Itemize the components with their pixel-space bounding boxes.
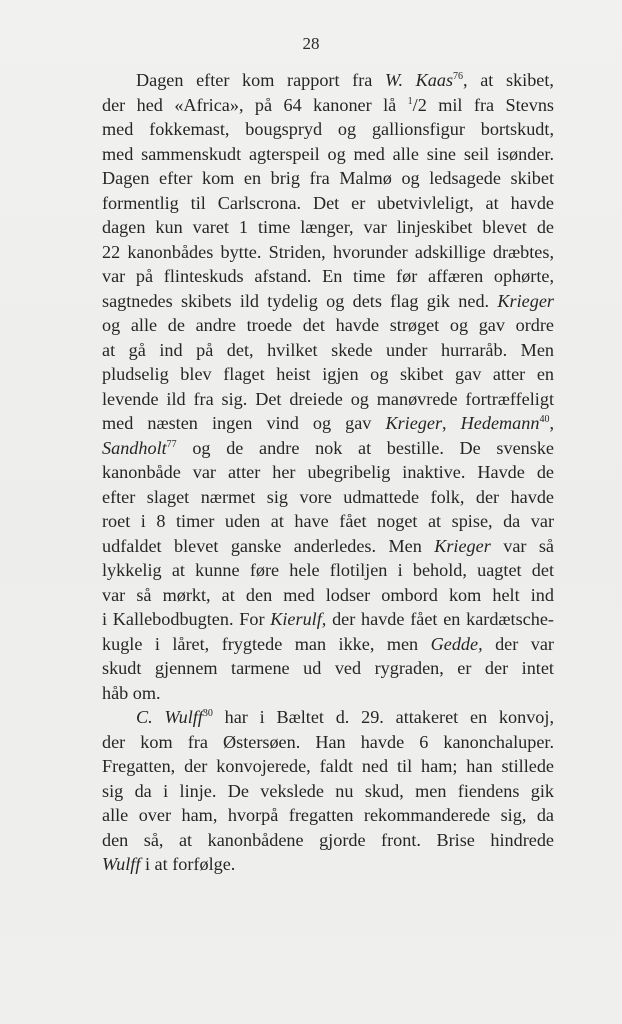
text-run: der havde fået en kardætsche- bbox=[326, 609, 554, 629]
text-line bbox=[102, 828, 554, 853]
text-line bbox=[102, 411, 554, 436]
text-run: Fregatten, der konvojerede, faldt ned til ham; han stillede bbox=[102, 756, 554, 776]
text-run: i Kallebodbugten. For bbox=[102, 609, 271, 629]
text-line bbox=[102, 583, 554, 608]
text-line bbox=[102, 803, 554, 828]
text-run: levende ild fra sig. Det dreiede og manøvrede fortræffeligt bbox=[102, 388, 554, 409]
italic-name: Hedemann bbox=[460, 413, 540, 433]
text-line bbox=[102, 852, 554, 877]
text-run: alle over ham, hvorpå fregatten rekommanderede sig, da bbox=[102, 805, 554, 825]
text-line bbox=[102, 607, 554, 632]
text-line bbox=[102, 754, 554, 779]
text-run: Dagen efter kom en brig fra Malmø og ledsagede skibet bbox=[102, 168, 554, 188]
text-run: kanonbåde var atter her ubegribelig inaktive. Havde de bbox=[102, 462, 554, 482]
superscript-note: 30 bbox=[202, 708, 213, 719]
text-line bbox=[102, 117, 554, 142]
italic-name: C. Wulff bbox=[136, 707, 203, 727]
italic-name: Krieger bbox=[385, 413, 443, 433]
paragraph bbox=[102, 705, 554, 877]
text-run: med næsten ingen vind og gav bbox=[102, 413, 386, 433]
text-line bbox=[102, 313, 554, 338]
text-line bbox=[102, 779, 554, 804]
text-run: / bbox=[412, 94, 418, 115]
text-line bbox=[102, 142, 554, 167]
text-line bbox=[102, 485, 554, 510]
text-line bbox=[102, 632, 554, 657]
text-line bbox=[102, 681, 554, 706]
text-run: udfaldet blevet ganske anderledes. Men bbox=[102, 535, 435, 556]
text-run: 2 bbox=[417, 94, 427, 115]
text-run: 22 kanonbådes bytte. Striden, hvorunder adskillige dræbtes, bbox=[102, 241, 554, 262]
text-run: håb om. bbox=[102, 682, 161, 703]
superscript-note: 77 bbox=[166, 438, 177, 450]
text-line bbox=[102, 240, 554, 265]
text-line bbox=[102, 656, 554, 681]
italic-name: Krieger bbox=[434, 535, 491, 556]
text-run: og alle de andre troede det havde strøget og gav ordre bbox=[102, 315, 554, 335]
superscript-note: 1 bbox=[407, 95, 413, 107]
text-run: med fokkemast, bougspryd og gallionsfigur bortskudt, bbox=[102, 119, 554, 139]
text-run: med sammenskudt agterspeil og med alle sine seil isønder. bbox=[102, 143, 554, 164]
text-run: lykkelig at kunne føre hele flotiljen i behold, uagtet det bbox=[102, 560, 554, 580]
body-text bbox=[102, 68, 554, 877]
text-run: har i Bæltet d. 29. attakeret en konvoj, bbox=[212, 707, 555, 727]
text-line bbox=[102, 436, 554, 461]
text-line bbox=[102, 215, 554, 240]
text-line bbox=[102, 264, 554, 289]
text-run: skudt gjennem tarmene ud ved rygraden, er der intet bbox=[102, 658, 554, 678]
text-run: roet i 8 timer uden at have fået noget at spise, da var bbox=[102, 511, 554, 531]
text-run: formentlig til Carlscrona. Det er ubetvivleligt, at havde bbox=[102, 192, 554, 213]
text-run: mil fra Stevns bbox=[426, 94, 554, 115]
text-line bbox=[102, 338, 554, 363]
text-line bbox=[102, 68, 554, 93]
text-line bbox=[102, 534, 554, 559]
italic-name: Wulff bbox=[102, 854, 141, 874]
text-line bbox=[102, 460, 554, 485]
text-run: , bbox=[549, 413, 555, 433]
text-run: sig da i linje. De vekslede nu skud, men fiendens gik bbox=[102, 780, 554, 801]
italic-name: Sandholt bbox=[102, 437, 167, 458]
text-run: den så, at kanonbådene gjorde front. Brise hindrede bbox=[102, 829, 554, 850]
superscript-note: 40 bbox=[539, 414, 550, 425]
text-line bbox=[102, 93, 554, 118]
text-run: var så mørkt, at den med lodser ombord kom helt ind bbox=[102, 584, 554, 605]
text-run: var på flinteskuds afstand. En time før affæren ophørte, bbox=[102, 266, 554, 286]
italic-name: Kierulf, bbox=[270, 609, 327, 629]
text-line bbox=[102, 558, 554, 583]
text-line bbox=[102, 362, 554, 387]
text-run: der kom fra Østersøen. Han havde 6 kanonchaluper. bbox=[102, 731, 554, 752]
italic-name: W. Kaas bbox=[384, 70, 454, 90]
text-run: Dagen efter kom rapport fra bbox=[136, 70, 385, 90]
text-run: i at forfølge. bbox=[140, 854, 236, 874]
text-run: der var bbox=[482, 633, 554, 654]
text-run: , bbox=[442, 413, 461, 433]
text-line bbox=[102, 191, 554, 216]
text-line bbox=[102, 730, 554, 755]
text-run: der hed «Africa», på 64 kanoner lå bbox=[102, 94, 408, 115]
text-run: pludselig blev flaget heist igjen og skibet gav atter en bbox=[102, 364, 554, 384]
text-line bbox=[102, 289, 554, 314]
text-run: var så bbox=[490, 535, 554, 556]
text-run: efter slaget nærmet sig vore udmattede folk, der havde bbox=[102, 486, 554, 507]
superscript-note: 76 bbox=[453, 71, 464, 82]
text-line bbox=[102, 509, 554, 534]
text-run: og de andre nok at bestille. De svenske bbox=[176, 437, 554, 458]
paragraph bbox=[102, 68, 554, 705]
italic-name: Krieger bbox=[497, 290, 554, 311]
text-run: at gå ind på det, hvilket skede under hurraråb. Men bbox=[102, 339, 554, 360]
text-run: dagen kun varet 1 time længer, var linjeskibet blevet de bbox=[102, 217, 554, 237]
italic-name: Gedde, bbox=[430, 633, 483, 654]
page-number: 28 bbox=[302, 34, 320, 53]
text-line bbox=[102, 387, 554, 412]
text-line bbox=[102, 705, 554, 730]
text-run: kugle i låret, frygtede man ikke, men bbox=[102, 633, 431, 654]
text-line bbox=[102, 166, 554, 191]
text-run: sagtnedes skibets ild tydelig og dets flag gik ned. bbox=[102, 290, 498, 311]
text-run: , at skibet, bbox=[463, 70, 554, 90]
